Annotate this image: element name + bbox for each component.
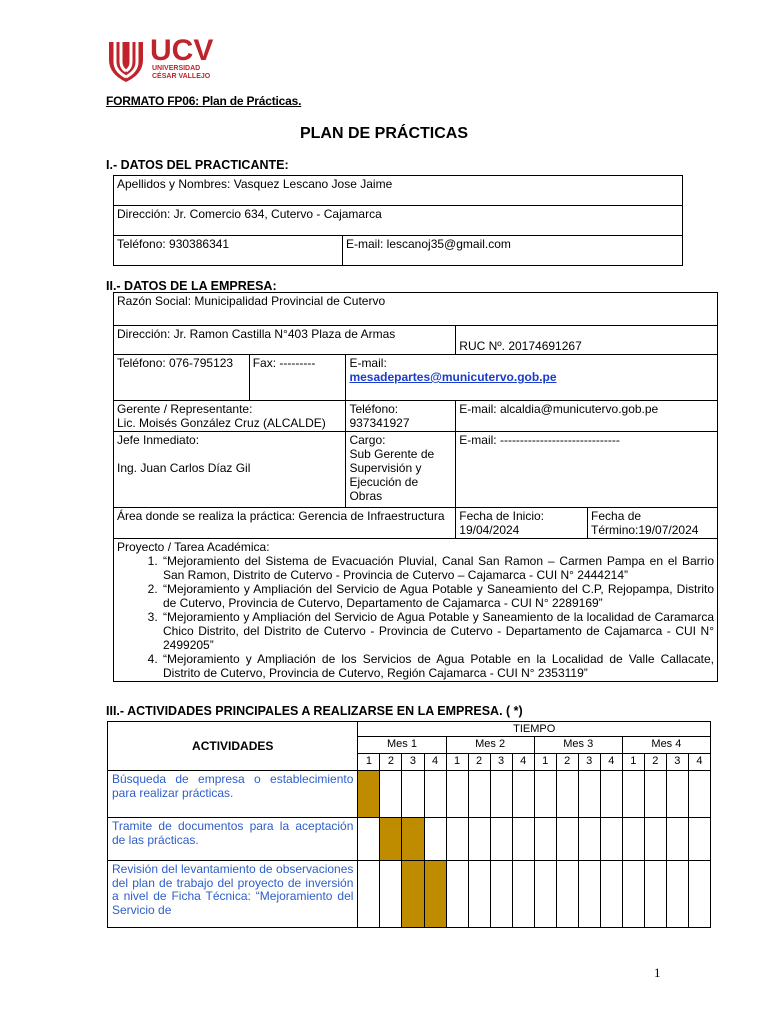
fecha-termino: Término:19/07/2024 (591, 523, 699, 537)
schedule-cell (600, 818, 622, 861)
formato-label: FORMATO FP06: Plan de Prácticas. (106, 94, 302, 108)
schedule-cell (644, 861, 666, 928)
area-practica: Área donde se realiza la práctica: Gerencia de Infraestructura (114, 508, 456, 539)
practicante-direccion: Dirección: Jr. Comercio 634, Cutervo - Cajamarca (114, 206, 683, 236)
gerente-label: Gerente / Representante: (117, 402, 253, 416)
schedule-cell (622, 861, 644, 928)
jefe-cell (114, 432, 346, 508)
schedule-cell (622, 771, 644, 818)
schedule-cell (402, 771, 424, 818)
schedule-cell (600, 771, 622, 818)
week-header: 3 (490, 754, 512, 771)
section3-heading: III.- ACTIVIDADES PRINCIPALES A REALIZARSE EN LA EMPRESA. ( *) (106, 704, 523, 718)
schedule-cell (556, 771, 578, 818)
empresa-ruc: RUC Nº. 20174691267 (456, 326, 718, 355)
empresa-telefono: Teléfono: 076-795123 (114, 355, 250, 401)
schedule-cell (534, 861, 556, 928)
section1-heading: I.- DATOS DEL PRACTICANTE: (106, 158, 289, 172)
schedule-cell (424, 861, 446, 928)
cargo-cell (346, 432, 456, 508)
schedule-cell (424, 818, 446, 861)
schedule-cell (556, 861, 578, 928)
schedule-cell (578, 818, 600, 861)
fecha-inicio: 19/04/2024 (459, 523, 520, 537)
schedule-cell (512, 771, 534, 818)
schedule-cell (688, 818, 710, 861)
month-header: Mes 4 (622, 737, 710, 754)
schedule-cell (578, 861, 600, 928)
week-header: 4 (512, 754, 534, 771)
jefe-email: E-mail: ------------------------------ (456, 432, 718, 508)
week-header: 2 (468, 754, 490, 771)
week-header: 3 (402, 754, 424, 771)
month-header: Mes 1 (358, 737, 446, 754)
empresa-email-cell (346, 355, 718, 401)
gerente-name: Lic. Moisés González Cruz (ALCALDE) (117, 416, 326, 430)
gerente-telefono: 937341927 (349, 416, 410, 430)
proyecto-item: 2. “Mejoramiento y Ampliación del Servicio de Agua Potable y Saneamiento del C.P, Rejopampa, Distrito de Cutervo, Provincia de Cutervo, Departamento de Cajamarca - CUI N° 2289169” (161, 582, 714, 610)
proyecto-item: 1. “Mejoramiento del Sistema de Evacuación Pluvial, Canal San Ramon – Carmen Pampa en el Barrio San Ramon, Distrito de Cutervo - Provincia de Cutervo – Cajamarca - CUI N° 2444214” (161, 554, 714, 582)
activity-text: Revisión del levantamiento de observaciones del plan de trabajo del proyecto de inversión a nivel de Ficha Técnica: “Mejoramiento del Servicio de (108, 861, 358, 928)
jefe-label: Jefe Inmediato: (117, 433, 200, 447)
schedule-cell (446, 818, 468, 861)
practicante-table (113, 175, 683, 266)
week-header: 4 (424, 754, 446, 771)
activity-row (108, 861, 711, 928)
schedule-cell (534, 771, 556, 818)
ucv-shield-icon (106, 38, 146, 84)
week-header: 3 (666, 754, 688, 771)
gerente-email: E-mail: alcaldia@municutervo.gob.pe (456, 401, 718, 432)
activity-row (108, 771, 711, 818)
activity-text: Búsqueda de empresa o establecimiento para realizar prácticas. (108, 771, 358, 818)
schedule-cell (468, 861, 490, 928)
activity-text: Tramite de documentos para la aceptación de las prácticas. (108, 818, 358, 861)
cargo-value: Sub Gerente de Supervisión y Ejecución de Obras (349, 447, 435, 503)
ucv-name: UCV (150, 34, 214, 67)
schedule-cell (622, 818, 644, 861)
proyecto-cell (114, 539, 718, 682)
schedule-cell (688, 771, 710, 818)
schedule-cell (490, 818, 512, 861)
schedule-cell (380, 818, 402, 861)
proyecto-item: 3. “Mejoramiento y Ampliación del Servicio de Agua Potable y Saneamiento de la localidad de Caramarca Chico Distrito, del Distrito de Cutervo - Provincia de Cutervo - Departamento de Cajamarca - CUI N° 2499205” (161, 610, 714, 652)
schedule-cell (468, 771, 490, 818)
ucv-sub1: UNIVERSIDAD (152, 65, 201, 72)
cargo-label: Cargo: (349, 433, 386, 447)
gerente-telefono-label: Teléfono: (349, 402, 399, 416)
page-title: PLAN DE PRÁCTICAS (299, 125, 468, 142)
gerente-cell (114, 401, 346, 432)
schedule-cell (402, 861, 424, 928)
schedule-cell (666, 861, 688, 928)
activity-row (108, 818, 711, 861)
schedule-cell (402, 818, 424, 861)
schedule-cell (424, 771, 446, 818)
week-header: 2 (556, 754, 578, 771)
practicante-nombres: Apellidos y Nombres: Vasquez Lescano Jose Jaime (114, 176, 683, 206)
proyecto-label: Proyecto / Tarea Académica: (117, 540, 270, 554)
schedule-cell (556, 818, 578, 861)
schedule-cell (578, 771, 600, 818)
week-header: 2 (644, 754, 666, 771)
actividades-header: ACTIVIDADES (108, 722, 358, 771)
tiempo-header: TIEMPO (358, 722, 711, 737)
schedule-cell (380, 771, 402, 818)
schedule-cell (644, 771, 666, 818)
schedule-cell (380, 861, 402, 928)
page-number: 1 (654, 965, 661, 980)
fecha-inicio-cell (456, 508, 588, 539)
fecha-termino-label: Fecha de (591, 509, 642, 523)
fecha-termino-cell (588, 508, 718, 539)
schedule-cell (512, 861, 534, 928)
practicante-email: E-mail: lescanoj35@gmail.com (343, 236, 683, 266)
schedule-cell (358, 771, 380, 818)
actividades-body (108, 771, 711, 928)
actividades-table (107, 721, 711, 928)
week-header: 1 (446, 754, 468, 771)
section2-heading: II.- DATOS DE LA EMPRESA: (106, 279, 277, 293)
schedule-cell (358, 861, 380, 928)
week-header: 4 (688, 754, 710, 771)
week-header: 2 (380, 754, 402, 771)
schedule-cell (688, 861, 710, 928)
empresa-direccion: Dirección: Jr. Ramon Castilla N°403 Plaza de Armas (114, 326, 456, 355)
week-header: 1 (534, 754, 556, 771)
schedule-cell (490, 861, 512, 928)
week-header: 1 (358, 754, 380, 771)
empresa-fax: Fax: --------- (249, 355, 346, 401)
empresa-table (113, 292, 718, 682)
ucv-logo (106, 34, 246, 84)
schedule-cell (512, 818, 534, 861)
week-header: 3 (578, 754, 600, 771)
ucv-sub2: CÉSAR VALLEJO (152, 73, 211, 80)
schedule-cell (644, 818, 666, 861)
schedule-cell (534, 818, 556, 861)
schedule-cell (446, 861, 468, 928)
schedule-cell (468, 818, 490, 861)
week-header: 4 (600, 754, 622, 771)
schedule-cell (666, 771, 688, 818)
week-header: 1 (622, 754, 644, 771)
schedule-cell (446, 771, 468, 818)
empresa-email-link[interactable]: mesadepartes@municutervo.gob.pe (349, 370, 557, 384)
schedule-cell (358, 818, 380, 861)
practicante-telefono: Teléfono: 930386341 (114, 236, 343, 266)
proyecto-item: 4. “Mejoramiento y Ampliación de los Servicios de Agua Potable en la Localidad de Valle Callacate, Distrito de Cutervo, Provincia de Cutervo, Región Cajamarca - CUI N° 2353119” (161, 652, 714, 680)
schedule-cell (600, 861, 622, 928)
empresa-email-label: E-mail: (349, 356, 387, 370)
empresa-razon-social: Razón Social: Municipalidad Provincial de Cutervo (114, 293, 718, 326)
proyecto-list (117, 554, 714, 680)
jefe-name: Ing. Juan Carlos Díaz Gil (117, 461, 251, 475)
fecha-inicio-label: Fecha de Inicio: (459, 509, 544, 523)
schedule-cell (666, 818, 688, 861)
gerente-telefono-cell (346, 401, 456, 432)
month-header: Mes 3 (534, 737, 622, 754)
schedule-cell (490, 771, 512, 818)
month-header: Mes 2 (446, 737, 534, 754)
